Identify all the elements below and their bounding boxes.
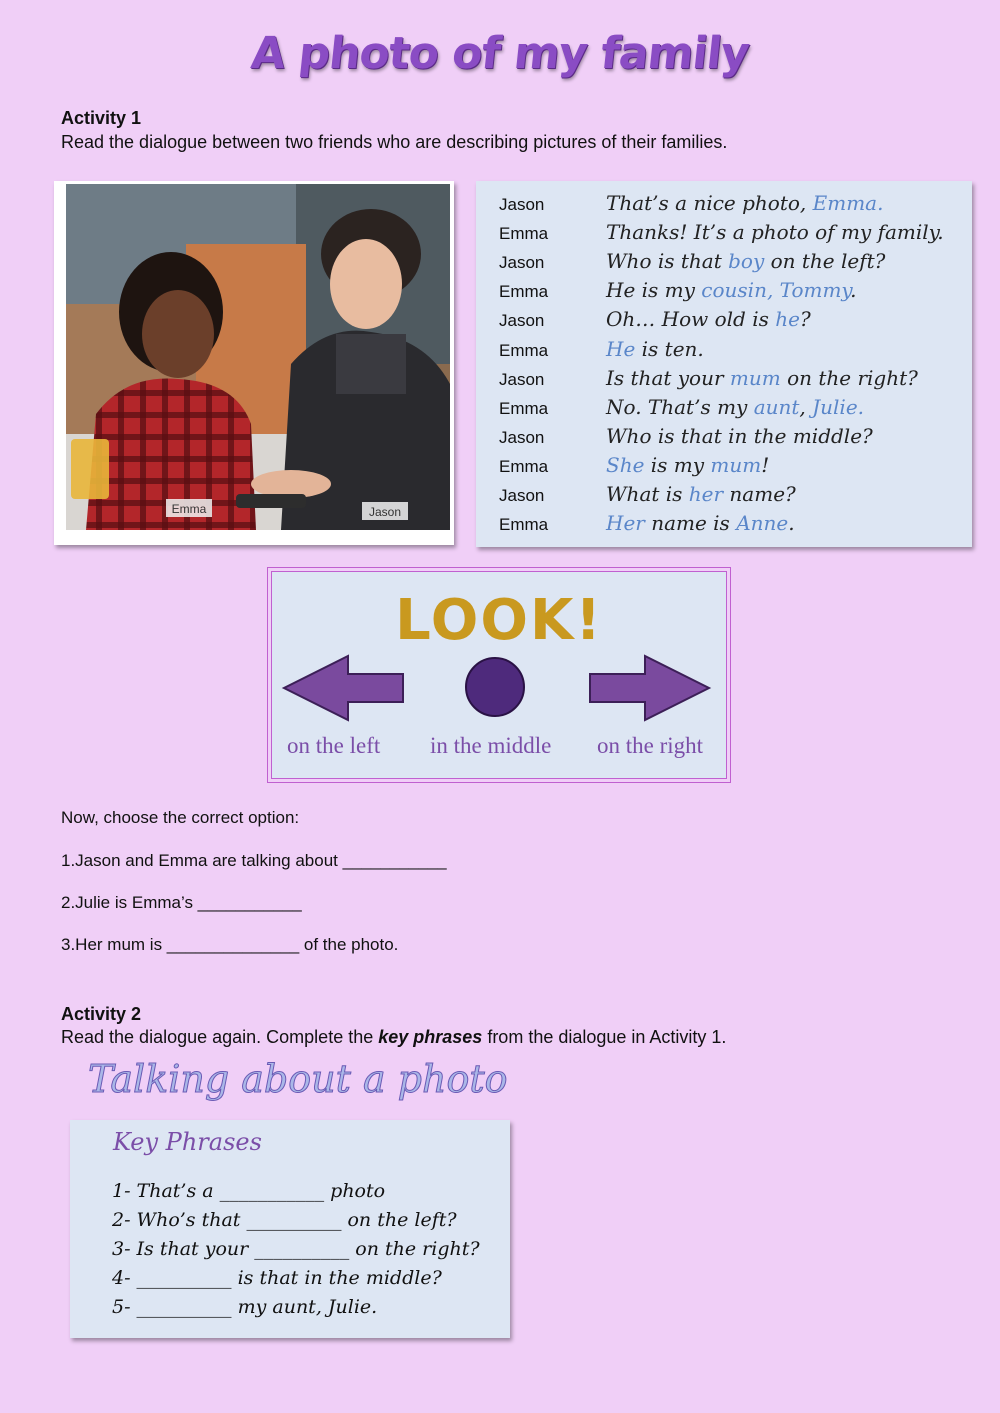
dialogue-row <box>476 484 972 513</box>
dialogue-text: What is <box>606 482 689 506</box>
photo-label-emma: Emma <box>171 502 207 516</box>
middle-dot-icon <box>466 658 524 716</box>
highlighted-word: mum <box>710 452 762 477</box>
talking-about-photo-title: Talking about a photo <box>88 1057 508 1101</box>
highlighted-word: aunt <box>753 394 800 419</box>
dialogue-text: , <box>799 394 813 419</box>
dialogue-text: Thanks! It’s a photo of my family. <box>606 220 944 245</box>
activity2-instruction-before: Read the dialogue again. Complete the <box>61 1027 379 1047</box>
dialogue-row <box>476 513 972 542</box>
dialogue-speaker: Jason <box>499 486 545 505</box>
photo-illustration <box>66 184 450 530</box>
highlighted-word: boy <box>728 249 765 274</box>
dialogue-text: on the right? <box>780 365 918 390</box>
dialogue-line <box>606 511 795 535</box>
dialogue-text: . <box>850 278 857 303</box>
left-arrow-icon <box>284 656 403 720</box>
dialogue-line <box>606 278 856 302</box>
dialogue-text: No. That’s my <box>606 394 754 419</box>
activity2-heading: Activity 2 <box>61 1004 142 1024</box>
key-phrase-4: 4- __________ is that in the middle? <box>112 1267 442 1289</box>
page-title: A photo of my family <box>248 28 752 79</box>
dialogue-text: name is <box>644 511 737 536</box>
highlighted-word: mum <box>729 365 781 390</box>
highlighted-word: cousin, Tommy <box>701 278 851 303</box>
activity2-instruction-bold: key phrases <box>378 1027 483 1047</box>
dialogue-speaker: Jason <box>499 427 545 447</box>
photo-label-jason: Jason <box>368 505 402 519</box>
dialogue-row <box>476 423 972 455</box>
activity1-instruction: Read the dialogue between two friends who are describing pictures of their families. <box>61 132 728 152</box>
dialogue-line <box>606 424 873 448</box>
label-on-the-left: on the left <box>287 733 381 758</box>
right-arrow-icon <box>590 656 709 720</box>
highlighted-word: he <box>775 307 800 332</box>
key-phrases-title: Key Phrases <box>113 1128 262 1156</box>
dialogue-row <box>476 280 972 309</box>
dialogue-text: That’s a nice photo, <box>606 191 813 215</box>
dialogue-speaker: Emma <box>499 456 549 476</box>
dialogue-row <box>476 309 972 338</box>
family-photo <box>54 181 454 545</box>
dialogue-line <box>606 337 704 361</box>
look-box <box>267 567 731 783</box>
dialogue-text: He is my <box>606 278 702 303</box>
dialogue-speaker: Jason <box>499 369 545 389</box>
dialogue-line <box>606 191 883 215</box>
dialogue-text: name? <box>723 482 796 506</box>
dialogue-line <box>606 395 864 419</box>
highlighted-word: her <box>688 482 724 506</box>
dialogue-speaker: Jason <box>499 195 545 214</box>
dialogue-line <box>606 482 796 506</box>
dialogue-speaker: Emma <box>499 282 549 302</box>
dialogue-speaker: Jason <box>499 311 545 331</box>
dialogue-row <box>476 336 972 368</box>
look-heading: LOOK! <box>395 588 603 653</box>
question-1: 1.Jason and Emma are talking about ___________ <box>61 851 447 870</box>
dialogue-text: on the left? <box>764 249 886 274</box>
dialogue-line <box>606 453 769 477</box>
key-phrase-5: 5- __________ my aunt, Julie. <box>112 1296 378 1318</box>
dialogue-text: ? <box>799 307 811 332</box>
dialogue-text: Is that your <box>606 365 730 390</box>
activity2-instruction-after: from the dialogue in Activity 1. <box>482 1027 727 1047</box>
dialogue-speaker: Emma <box>499 398 549 418</box>
key-phrases-box <box>70 1120 510 1338</box>
question-2: 2.Julie is Emma’s ___________ <box>61 893 302 912</box>
key-phrase-2: 2- Who’s that __________ on the left? <box>112 1209 457 1231</box>
label-on-the-right: on the right <box>597 733 704 758</box>
highlighted-word: Her <box>606 511 645 536</box>
dialogue-speaker: Emma <box>499 515 549 535</box>
activity1-heading: Activity 1 <box>61 108 142 128</box>
dialogue-speaker: Jason <box>499 253 545 273</box>
dialogue-text: . <box>788 511 795 536</box>
highlighted-word: He <box>606 336 636 361</box>
dialogue-text: is my <box>644 452 711 477</box>
dialogue-row <box>476 394 972 426</box>
dialogue-line <box>606 220 944 244</box>
dialogue-box <box>476 181 972 547</box>
dialogue-row <box>476 222 972 251</box>
dialogue-line <box>606 249 885 273</box>
dialogue-text: ! <box>761 452 770 477</box>
highlighted-word: Emma. <box>812 191 884 215</box>
dialogue-text: is ten. <box>635 336 704 361</box>
key-phrase-3: 3- Is that your __________ on the right? <box>112 1238 480 1260</box>
questions-intro: Now, choose the correct option: <box>61 808 300 827</box>
activity2-instruction <box>61 1027 726 1048</box>
dialogue-text: Who is that in the middle? <box>606 423 873 448</box>
key-phrase-1: 1- That’s a ___________ photo <box>112 1180 386 1202</box>
question-3: 3.Her mum is ______________ of the photo. <box>61 935 399 954</box>
dialogue-row <box>476 452 972 484</box>
label-in-the-middle: in the middle <box>430 733 552 758</box>
highlighted-word: Anne <box>736 511 789 536</box>
dialogue-speaker: Emma <box>499 340 549 360</box>
dialogue-line <box>606 366 918 390</box>
dialogue-row <box>476 193 972 222</box>
highlighted-word: She <box>606 452 645 477</box>
dialogue-text: Oh… How old is <box>606 307 776 332</box>
dialogue-line <box>606 307 811 331</box>
dialogue-speaker: Emma <box>499 224 549 244</box>
dialogue-row <box>476 365 972 397</box>
highlighted-word: Julie. <box>812 394 865 419</box>
dialogue-row <box>476 251 972 280</box>
dialogue-text: Who is that <box>606 249 729 274</box>
